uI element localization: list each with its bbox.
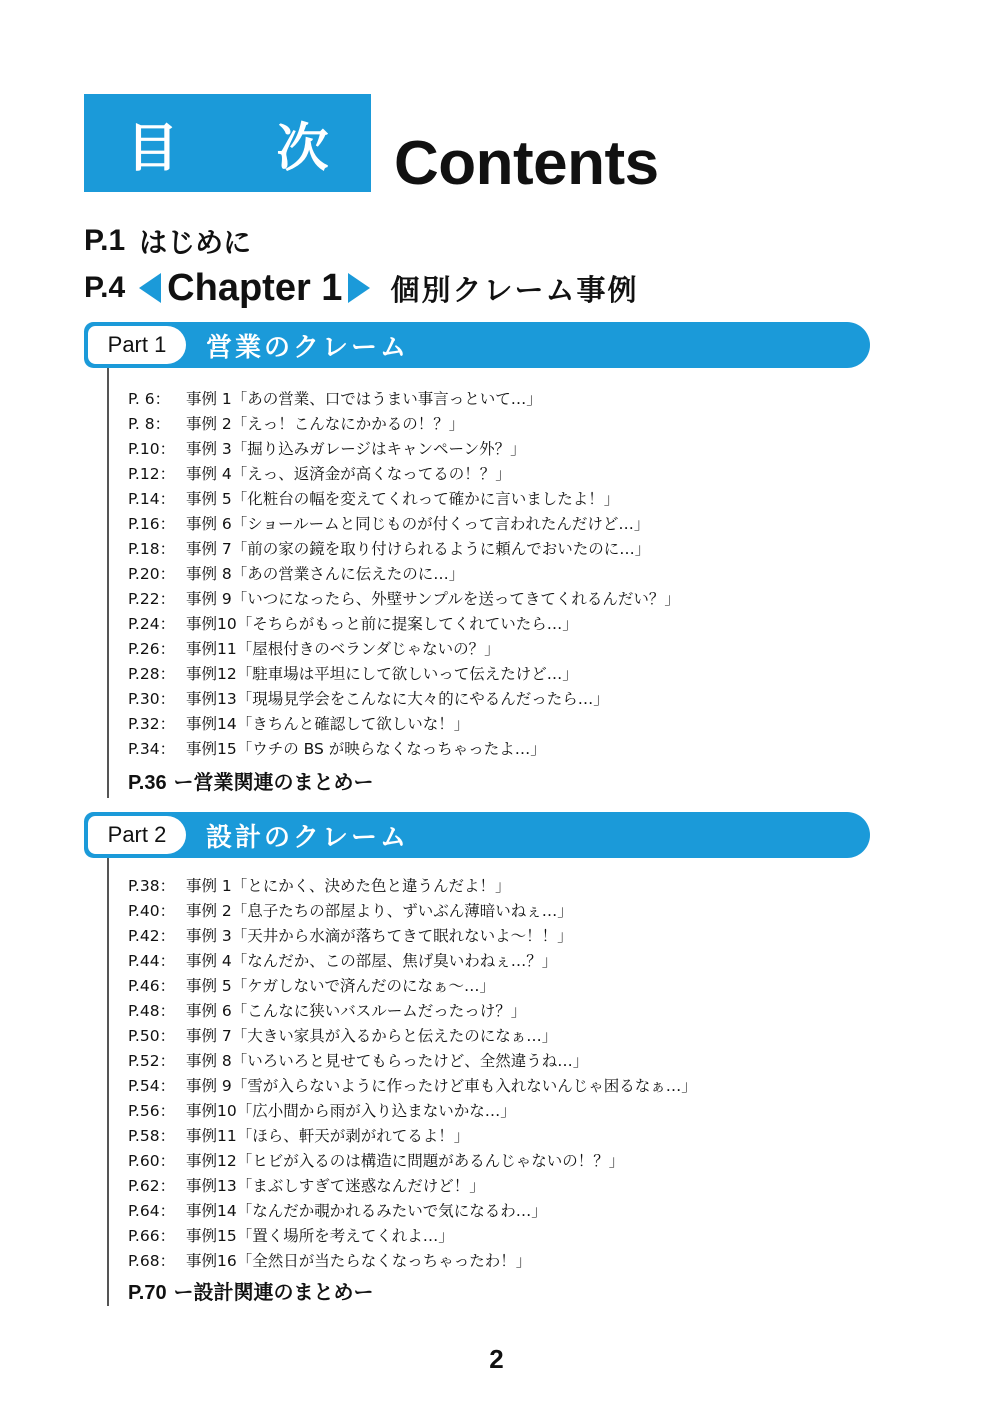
entry-text: 「あの営業さんに伝えたのに…」 bbox=[231, 565, 465, 583]
part2-title: 設計のクレーム bbox=[206, 822, 410, 853]
entry-case: 事例12 bbox=[186, 1152, 237, 1170]
entry-page: P.18： bbox=[128, 540, 176, 558]
entry-text: 「掘り込みガレージはキャンペーン外？」 bbox=[231, 440, 526, 458]
toc-entry[interactable] bbox=[128, 1024, 697, 1049]
entry-case: 事例 3 bbox=[186, 927, 232, 945]
part1-summary[interactable] bbox=[128, 767, 374, 797]
part2-entry-list bbox=[128, 874, 697, 1274]
triangle-left-icon bbox=[139, 273, 161, 303]
entry-text: 「そちらがもっと前に提案してくれていたら…」 bbox=[236, 615, 578, 633]
entry-page: P.42： bbox=[128, 927, 176, 945]
entry-page: P.20： bbox=[128, 565, 176, 583]
entry-case: 事例 8 bbox=[186, 1052, 232, 1070]
entry-case: 事例 3 bbox=[186, 440, 232, 458]
entry-case: 事例 1 bbox=[186, 877, 232, 895]
entry-case: 事例 5 bbox=[186, 490, 232, 508]
toc-entry[interactable] bbox=[128, 1224, 697, 1249]
toc-entry[interactable] bbox=[128, 1249, 697, 1274]
part2-vertical-rule bbox=[107, 836, 109, 1306]
entry-text: 「ウチの BS が映らなくなっちゃったよ…」 bbox=[236, 740, 546, 758]
entry-case: 事例 2 bbox=[186, 902, 232, 920]
entry-text: 「いつになったら、外壁サンプルを送ってきてくれるんだい？」 bbox=[231, 590, 680, 608]
entry-page: P.52： bbox=[128, 1052, 176, 1070]
entry-text: 「なんだか覗かれるみたいで気になるわ…」 bbox=[236, 1202, 547, 1220]
entry-case: 事例14 bbox=[186, 715, 237, 733]
entry-page: P.14： bbox=[128, 490, 176, 508]
toc-entry[interactable] bbox=[128, 462, 680, 487]
entry-page: P. 6： bbox=[128, 390, 171, 408]
entry-case: 事例12 bbox=[186, 665, 237, 683]
part1-title: 営業のクレーム bbox=[206, 332, 410, 363]
entry-text: 「えっ！こんなにかかるの！？」 bbox=[231, 415, 465, 433]
entry-text: 「置く場所を考えてくれよ…」 bbox=[236, 1227, 454, 1245]
intro-page: P.1 bbox=[84, 224, 126, 257]
toc-intro-entry[interactable] bbox=[84, 222, 251, 260]
entry-case: 事例10 bbox=[186, 615, 237, 633]
toc-entry[interactable] bbox=[128, 1099, 697, 1124]
toc-entry[interactable] bbox=[128, 387, 680, 412]
part1-summary-label: ー営業関連のまとめー bbox=[173, 770, 374, 794]
part1-header[interactable] bbox=[84, 322, 870, 368]
toc-entry[interactable] bbox=[128, 412, 680, 437]
entry-text: 「えっ、返済金が高くなってるの！？」 bbox=[231, 465, 511, 483]
entry-page: P.34： bbox=[128, 740, 176, 758]
entry-text: 「化粧台の幅を変えてくれって確かに言いましたよ！」 bbox=[231, 490, 620, 508]
part2-header[interactable] bbox=[84, 812, 870, 858]
toc-entry[interactable] bbox=[128, 662, 680, 687]
entry-text: 「なんだか、この部屋、焦げ臭いわねぇ…？」 bbox=[231, 952, 558, 970]
entry-case: 事例11 bbox=[186, 1127, 237, 1145]
part1-vertical-rule bbox=[107, 346, 109, 798]
entry-case: 事例15 bbox=[186, 1227, 237, 1245]
toc-entry[interactable] bbox=[128, 1174, 697, 1199]
part1-entry-list bbox=[128, 387, 680, 762]
entry-text: 「息子たちの部屋より、ずいぶん薄暗いねぇ…」 bbox=[231, 902, 573, 920]
entry-case: 事例 9 bbox=[186, 590, 232, 608]
entry-page: P.40： bbox=[128, 902, 176, 920]
chapter-label: Chapter 1 bbox=[167, 266, 343, 309]
entry-page: P.38： bbox=[128, 877, 176, 895]
part2-summary-label: ー設計関連のまとめー bbox=[173, 1280, 374, 1304]
toc-title-en: Contents bbox=[394, 129, 659, 198]
entry-text: 「前の家の鏡を取り付けられるように頼んでおいたのに…」 bbox=[231, 540, 651, 558]
toc-entry[interactable] bbox=[128, 587, 680, 612]
entry-text: 「きちんと確認して欲しいな！」 bbox=[236, 715, 470, 733]
toc-entry[interactable] bbox=[128, 974, 697, 999]
entry-page: P.62： bbox=[128, 1177, 176, 1195]
toc-entry[interactable] bbox=[128, 737, 680, 762]
entry-page: P.56： bbox=[128, 1102, 176, 1120]
entry-case: 事例 6 bbox=[186, 1002, 232, 1020]
toc-entry[interactable] bbox=[128, 487, 680, 512]
entry-text: 「屋根付きのベランダじゃないの？」 bbox=[236, 640, 500, 658]
entry-case: 事例14 bbox=[186, 1202, 237, 1220]
toc-entry[interactable] bbox=[128, 1124, 697, 1149]
entry-text: 「広小間から雨が入り込まないかな…」 bbox=[236, 1102, 516, 1120]
entry-case: 事例 6 bbox=[186, 515, 232, 533]
entry-page: P.24： bbox=[128, 615, 176, 633]
entry-case: 事例 2 bbox=[186, 415, 232, 433]
entry-case: 事例15 bbox=[186, 740, 237, 758]
toc-entry[interactable] bbox=[128, 712, 680, 737]
entry-text: 「現場見学会をこんなに大々的にやるんだったら…」 bbox=[236, 690, 609, 708]
toc-entry[interactable] bbox=[128, 899, 697, 924]
entry-page: P.12： bbox=[128, 465, 176, 483]
entry-case: 事例 7 bbox=[186, 1027, 232, 1045]
entry-page: P.16： bbox=[128, 515, 176, 533]
chapter-title: 個別クレーム事例 bbox=[390, 272, 639, 307]
entry-page: P.28： bbox=[128, 665, 176, 683]
toc-entry[interactable] bbox=[128, 949, 697, 974]
entry-case: 事例 4 bbox=[186, 465, 232, 483]
toc-entry[interactable] bbox=[128, 999, 697, 1024]
chapter-page: P.4 bbox=[84, 271, 126, 304]
entry-case: 事例11 bbox=[186, 640, 237, 658]
entry-page: P.58： bbox=[128, 1127, 176, 1145]
toc-entry[interactable] bbox=[128, 637, 680, 662]
toc-entry[interactable] bbox=[128, 687, 680, 712]
entry-text: 「こんなに狭いバスルームだったっけ？」 bbox=[231, 1002, 527, 1020]
entry-case: 事例 5 bbox=[186, 977, 232, 995]
part1-label: Part 1 bbox=[88, 326, 186, 364]
entry-text: 「雪が入らないように作ったけど車も入れないんじゃ困るなぁ…」 bbox=[231, 1077, 697, 1095]
entry-page: P.30： bbox=[128, 690, 176, 708]
part2-label: Part 2 bbox=[88, 816, 186, 854]
entry-text: 「あの営業、口ではうまい事言っといて…」 bbox=[231, 390, 542, 408]
entry-case: 事例13 bbox=[186, 1177, 237, 1195]
entry-case: 事例 9 bbox=[186, 1077, 232, 1095]
entry-page: P.66： bbox=[128, 1227, 176, 1245]
entry-text: 「全然日が当たらなくなっちゃったわ！」 bbox=[236, 1252, 532, 1270]
toc-chapter-entry[interactable] bbox=[84, 266, 638, 310]
entry-case: 事例16 bbox=[186, 1252, 237, 1270]
toc-entry[interactable] bbox=[128, 512, 680, 537]
entry-page: P.10： bbox=[128, 440, 176, 458]
entry-page: P.22： bbox=[128, 590, 176, 608]
entry-case: 事例 4 bbox=[186, 952, 232, 970]
entry-page: P.26： bbox=[128, 640, 176, 658]
toc-entry[interactable] bbox=[128, 562, 680, 587]
toc-entry[interactable] bbox=[128, 437, 680, 462]
toc-entry[interactable] bbox=[128, 612, 680, 637]
entry-case: 事例 1 bbox=[186, 390, 232, 408]
entry-text: 「天井から水滴が落ちてきて眠れないよ〜！！」 bbox=[231, 927, 573, 945]
entry-text: 「駐車場は平坦にして欲しいって伝えたけど…」 bbox=[236, 665, 578, 683]
entry-text: 「大きい家具が入るからと伝えたのになぁ…」 bbox=[231, 1027, 558, 1045]
entry-page: P.68： bbox=[128, 1252, 176, 1270]
entry-page: P.32： bbox=[128, 715, 176, 733]
entry-page: P.46： bbox=[128, 977, 176, 995]
entry-page: P.48： bbox=[128, 1002, 176, 1020]
entry-text: 「とにかく、決めた色と違うんだよ！」 bbox=[231, 877, 511, 895]
part1-summary-page: P.36 bbox=[128, 772, 167, 794]
entry-page: P.44： bbox=[128, 952, 176, 970]
entry-text: 「ショールームと同じものが付くって言われたんだけど…」 bbox=[231, 515, 650, 533]
toc-entry[interactable] bbox=[128, 1199, 697, 1224]
entry-page: P. 8： bbox=[128, 415, 171, 433]
page-number: 2 bbox=[489, 1344, 504, 1374]
triangle-right-icon bbox=[348, 273, 370, 303]
part2-summary-page: P.70 bbox=[128, 1282, 167, 1304]
entry-text: 「まぶしすぎて迷惑なんだけど！」 bbox=[236, 1177, 485, 1195]
toc-entry[interactable] bbox=[128, 1074, 697, 1099]
entry-case: 事例 7 bbox=[186, 540, 232, 558]
entry-page: P.54： bbox=[128, 1077, 176, 1095]
entry-text: 「ヒビが入るのは構造に問題があるんじゃないの！？」 bbox=[236, 1152, 625, 1170]
toc-entry[interactable] bbox=[128, 1049, 697, 1074]
entry-text: 「いろいろと見せてもらったけど、全然違うね…」 bbox=[231, 1052, 589, 1070]
intro-label: はじめに bbox=[139, 226, 252, 259]
entry-case: 事例13 bbox=[186, 690, 237, 708]
entry-case: 事例 8 bbox=[186, 565, 232, 583]
entry-text: 「ケガしないで済んだのになぁ〜…」 bbox=[231, 977, 495, 995]
toc-title-jp: 目 次 bbox=[84, 94, 371, 192]
toc-entry[interactable] bbox=[128, 874, 697, 899]
toc-entry[interactable] bbox=[128, 924, 697, 949]
entry-page: P.50： bbox=[128, 1027, 176, 1045]
entry-case: 事例10 bbox=[186, 1102, 237, 1120]
toc-entry[interactable] bbox=[128, 537, 680, 562]
part2-summary[interactable] bbox=[128, 1277, 374, 1307]
entry-page: P.60： bbox=[128, 1152, 176, 1170]
entry-page: P.64： bbox=[128, 1202, 176, 1220]
entry-text: 「ほら、軒天が剥がれてるよ！」 bbox=[236, 1127, 470, 1145]
toc-entry[interactable] bbox=[128, 1149, 697, 1174]
